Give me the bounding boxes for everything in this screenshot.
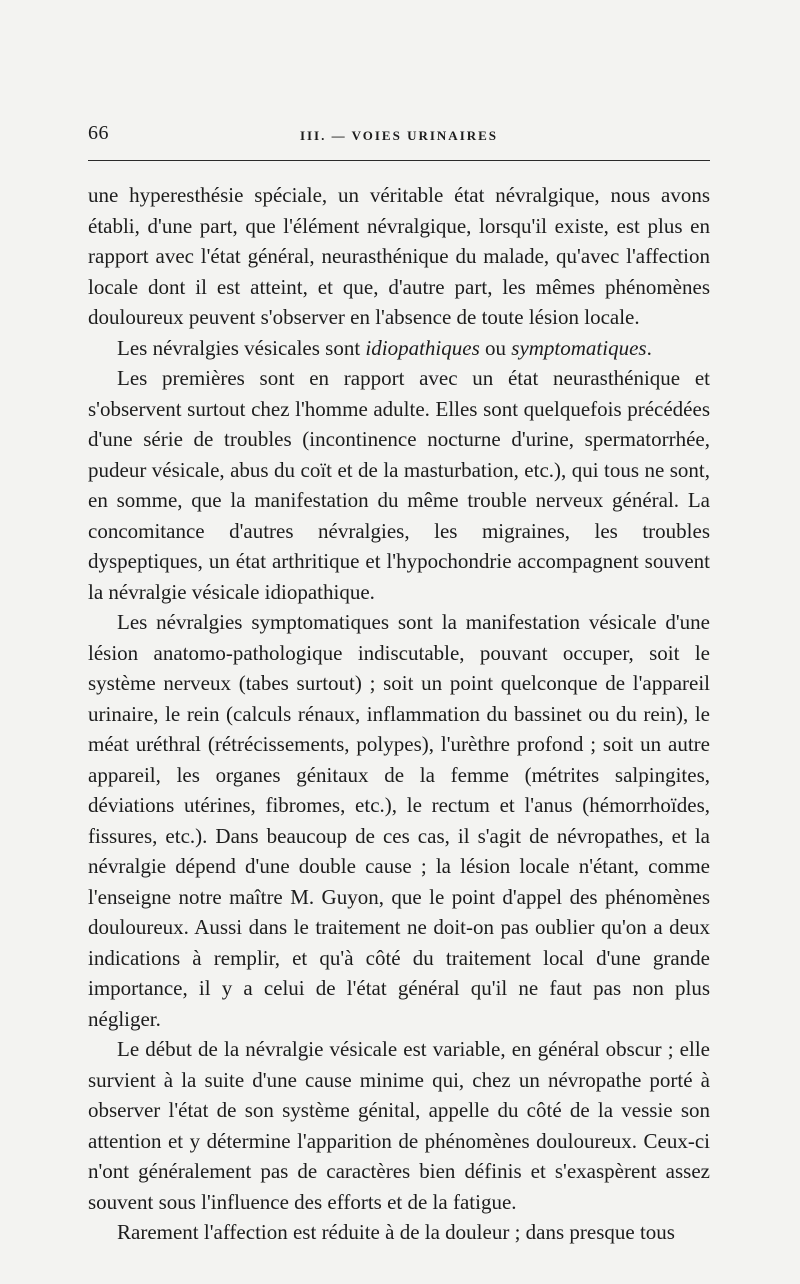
paragraph-continued: une hyperesthésie spéciale, un véritable état névralgique, nous avons établi, d'une part, que l'élément névralgique, lorsqu'il existe, est plus en rapport avec l'état général, neurasthénique du malade, qu'avec l'affection locale dont il est atteint, et que, d'autre part, les mêmes phénomènes douloureux peuvent s'observer en l'absence de toute lésion locale. — [88, 183, 710, 329]
paragraph-text: ou — [479, 335, 512, 360]
paragraph-text: . — [646, 335, 652, 360]
running-title: III. — VOIES URINAIRES — [299, 128, 499, 143]
paragraph-neuralgia-types — [88, 333, 710, 364]
paragraph-text: Les névralgies vésicales sont — [117, 335, 366, 360]
emphasis-symptomatiques: symptomatiques — [511, 335, 647, 360]
paragraph-final: Rarement l'affection est réduite à de la douleur ; dans presque tous — [117, 1220, 675, 1244]
paragraph-symptomatic: Les névralgies symptomatiques sont la manifestation vésicale d'une lésion anatomo-pathologique indiscutable, pouvant occuper, soit le système nerveux (tabes surtout) ; soit un point quelconque de l'appareil urinaire, le rein (calculs rénaux, inflammation du bassinet ou du rein), le méat uréthral (rétrécissements, polypes), l'urèthre profond ; soit un autre appareil, les organes génitaux de la femme (métrites salpingites, déviations utérines, fibromes, etc.), le rectum et l'anus (hémorrhoïdes, fissures, etc.). Dans beaucoup de ces cas, il s'agit de névropathes, et la névralgie dépend d'une double cause ; la lésion locale n'étant, comme l'enseigne notre maître M. Guyon, que le point d'appel des phénomènes douloureux. Aussi dans le traitement ne doit-on pas oublier qu'on a deux indications à remplir, et qu'à côté du traitement local d'une grande importance, il y a celui de l'état général qu'il ne faut pas non plus négliger. — [88, 610, 710, 1031]
header-rule — [88, 160, 710, 161]
page-number: 66 — [88, 122, 109, 144]
page-header — [88, 122, 710, 152]
paragraph-onset: Le début de la névralgie vésicale est variable, en général obscur ; elle survient à la suite d'une cause minime qui, chez un névropathe porté à observer l'état de son système génital, appelle du côté de la vessie son attention et y détermine l'apparition de phénomènes douloureux. Ceux-ci n'ont généralement pas de caractères bien définis et s'exaspèrent assez souvent sous l'influence des efforts et de la fatigue. — [88, 1037, 710, 1214]
paragraph-idiopathic: Les premières sont en rapport avec un état neurasthénique et s'observent surtout chez l'homme adulte. Elles sont quelquefois précédées d'une série de troubles (incontinence nocturne d'urine, spermatorrhée, pudeur vésicale, abus du coït et de la masturbation, etc.), qui tous ne sont, en somme, que la manifestation du même trouble nerveux général. La concomitance d'autres névralgies, les migraines, les troubles dyspeptiques, un état arthritique et l'hypochondrie accompagnent souvent la névralgie vésicale idiopathique. — [88, 366, 710, 604]
body-text — [88, 180, 710, 1248]
emphasis-idiopathiques: idiopathiques — [365, 335, 480, 360]
